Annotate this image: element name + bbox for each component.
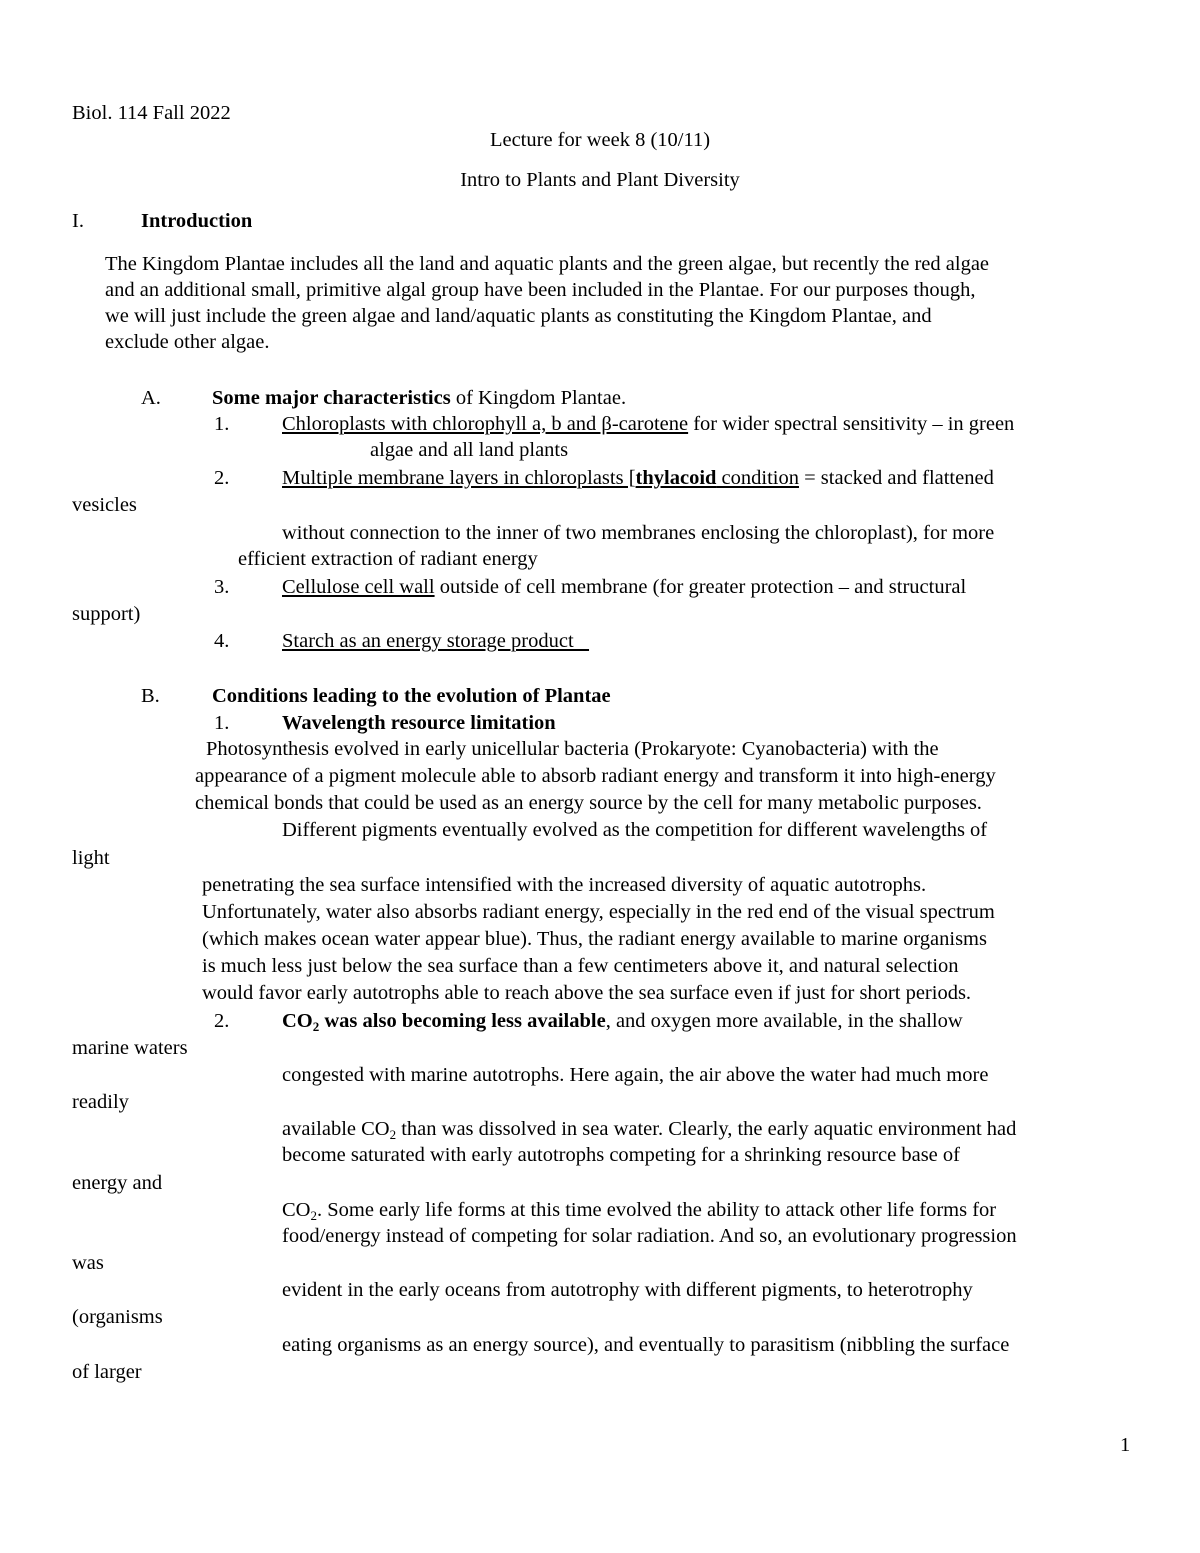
wrapped-word: of larger <box>72 1361 142 1383</box>
list-number: 2. <box>214 467 230 489</box>
list-item: $CO_2$ was also becoming less available, and oxygen more available, in the shallow <box>282 1010 963 1034</box>
body-line: available $CO_2$ than was dissolved in sea water. Clearly, the early aquatic environment had <box>282 1118 1017 1142</box>
list-number: 1. <box>214 712 230 734</box>
list-item: Chloroplasts with chlorophyll a, b and β-carotene for wider spectral sensitivity – in green <box>282 413 1015 435</box>
wrapped-word: light <box>72 847 110 869</box>
wrapped-word: marine waters <box>72 1037 188 1059</box>
wrapped-word: energy and <box>72 1172 163 1194</box>
body-line: Different pigments eventually evolved as the competition for different wavelengths of <box>282 819 988 841</box>
body-line: penetrating the sea surface intensified with the increased diversity of aquatic autotrophs. <box>202 874 927 896</box>
list-item: Starch as an energy storage product <box>282 630 590 652</box>
intro-line: and an additional small, primitive algal group have been included in the Plantae. For our purposes though, <box>105 279 976 301</box>
body-line: appearance of a pigment molecule able to absorb radiant energy and transform it into high-energy <box>195 765 996 787</box>
page-number: 1 <box>1120 1434 1131 1456</box>
body-line: evident in the early oceans from autotrophy with different pigments, to heterotrophy <box>282 1279 973 1301</box>
list-number: 4. <box>214 630 230 652</box>
body-line: food/energy instead of competing for solar radiation. And so, an evolutionary progression <box>282 1225 1017 1247</box>
wrapped-word: readily <box>72 1091 129 1113</box>
wrapped-word: vesicles <box>72 494 137 516</box>
list-number: 1. <box>214 413 230 435</box>
list-item: Cellulose cell wall outside of cell membrane (for greater protection – and structural <box>282 576 967 598</box>
wrapped-word: was <box>72 1252 104 1274</box>
body-line: become saturated with early autotrophs competing for a shrinking resource base of <box>282 1144 960 1166</box>
body-line: congested with marine autotrophs. Here again, the air above the water had much more <box>282 1064 989 1086</box>
lecture-title: Lecture for week 8 (10/11) <box>489 129 711 151</box>
course-header: Biol. 114 Fall 2022 <box>72 102 231 124</box>
topic-title: Intro to Plants and Plant Diversity <box>460 169 740 191</box>
body-line: $CO_2$. Some early life forms at this time evolved the ability to attack other life forms for <box>282 1199 997 1223</box>
list-number: 3. <box>214 576 230 598</box>
list-item-continuation: without connection to the inner of two membranes enclosing the chloroplast), for more <box>282 522 995 544</box>
list-item-continuation: efficient extraction of radiant energy <box>238 548 538 570</box>
intro-line: exclude other algae. <box>105 331 270 353</box>
body-line: is much less just below the sea surface than a few centimeters above it, and natural selection <box>202 955 959 977</box>
wrapped-word: (organisms <box>72 1306 163 1328</box>
section-numeral: I. <box>72 210 84 232</box>
body-line: chemical bonds that could be used as an energy source by the cell for many metabolic purposes. <box>195 792 982 814</box>
list-number: 2. <box>214 1010 230 1032</box>
body-line: Photosynthesis evolved in early unicellular bacteria (Prokaryote: Cyanobacteria) with the <box>206 738 939 760</box>
body-line: (which makes ocean water appear blue). Thus, the radiant energy available to marine organisms <box>202 928 987 950</box>
subsection-heading: Conditions leading to the evolution of Plantae <box>212 685 611 707</box>
list-item-heading: Wavelength resource limitation <box>282 712 556 734</box>
list-item: Multiple membrane layers in chloroplasts [thylacoid condition = stacked and flattened <box>282 467 994 489</box>
wrapped-word: support) <box>72 603 141 625</box>
body-line: eating organisms as an energy source), and eventually to parasitism (nibbling the surface <box>282 1334 1010 1356</box>
subsection-letter: B. <box>141 685 160 707</box>
intro-line: The Kingdom Plantae includes all the land and aquatic plants and the green algae, but recently the red algae <box>105 253 990 275</box>
body-line: would favor early autotrophs able to reach above the sea surface even if just for short periods. <box>202 982 972 1004</box>
list-item-continuation: algae and all land plants <box>370 439 569 461</box>
body-line: Unfortunately, water also absorbs radiant energy, especially in the red end of the visual spectrum <box>202 901 995 923</box>
subsection-heading: Some major characteristics of Kingdom Plantae. <box>212 387 627 409</box>
subsection-letter: A. <box>141 387 161 409</box>
section-heading: Introduction <box>141 210 253 232</box>
intro-line: we will just include the green algae and land/aquatic plants as constituting the Kingdom Plantae, and <box>105 305 932 327</box>
